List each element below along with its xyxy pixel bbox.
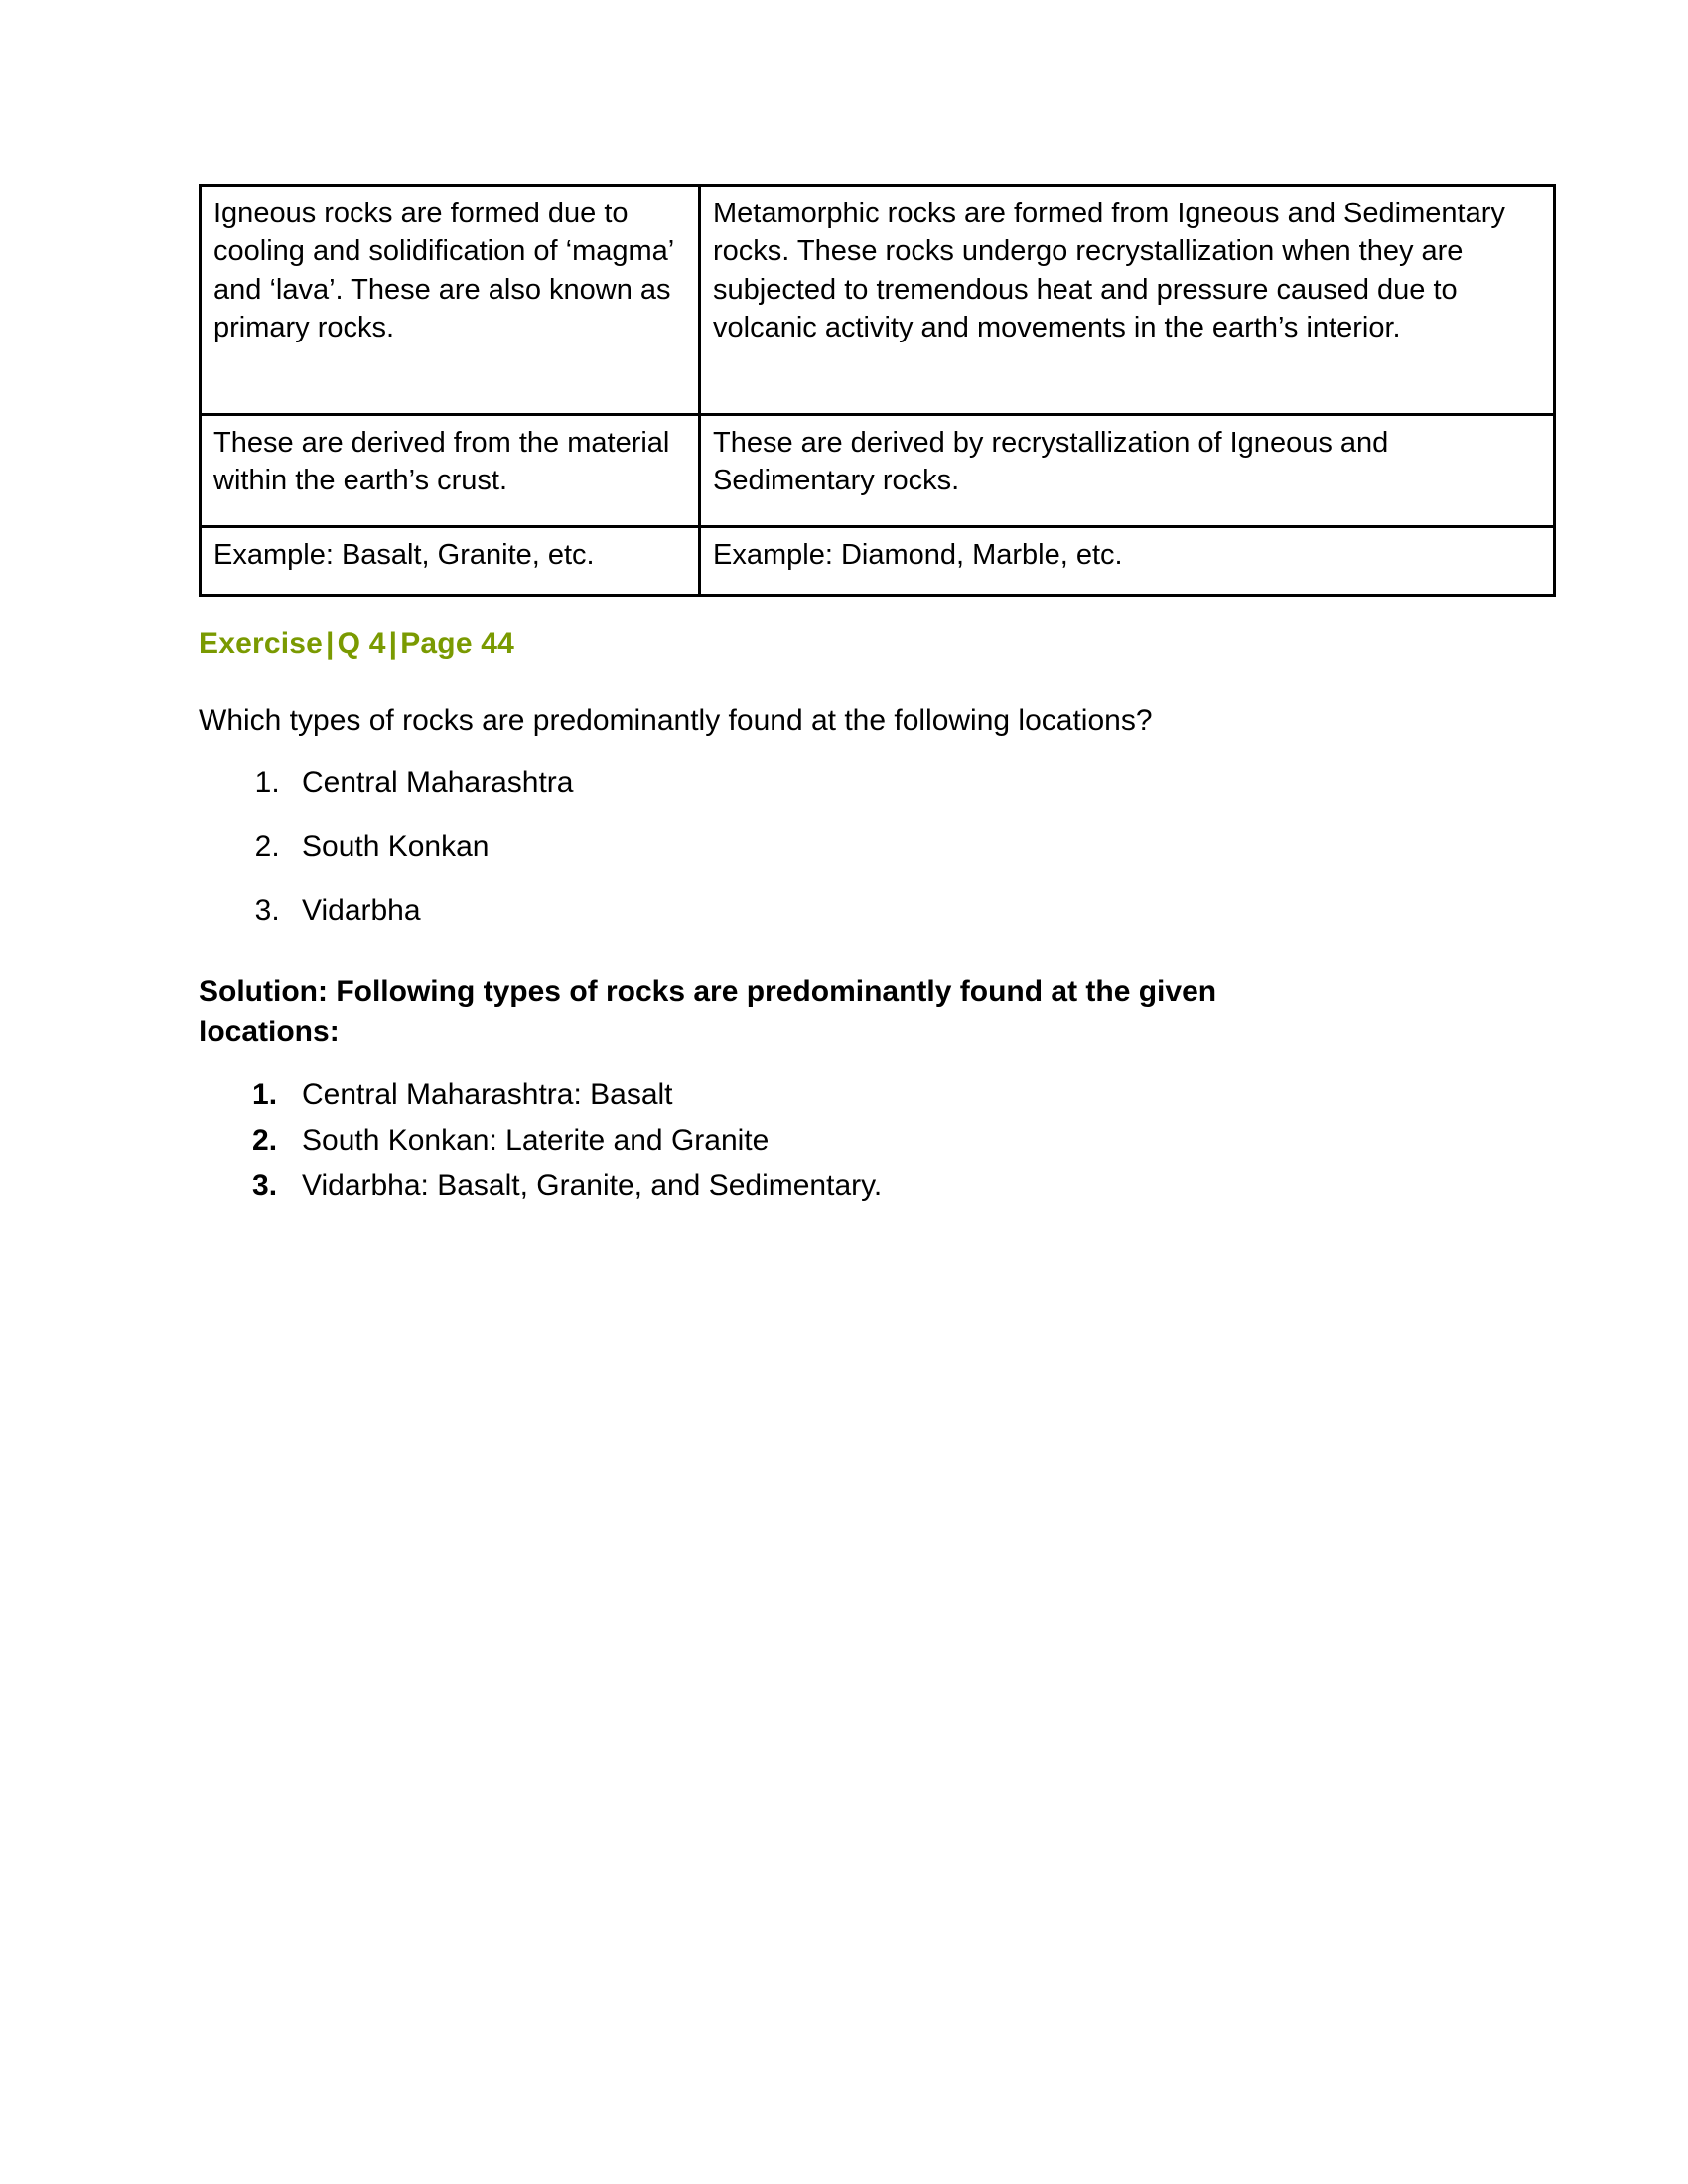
list-item: South Konkan: Laterite and Granite xyxy=(302,1123,770,1157)
table-row xyxy=(201,186,1555,415)
question-location-list xyxy=(199,763,1553,932)
table-row xyxy=(201,415,1555,527)
exercise-separator-2: | xyxy=(388,627,398,660)
table-row xyxy=(201,527,1555,596)
exercise-label: Exercise xyxy=(199,627,324,660)
solution-answer-list xyxy=(199,1075,1553,1207)
list-item: Vidarbha: Basalt, Granite, and Sedimentary. xyxy=(302,1169,883,1203)
list-item: 3. Vidarbha xyxy=(288,891,1553,932)
table-cell-metamorphic-example: Example: Diamond, Marble, etc. xyxy=(700,527,1555,596)
list-item: 2. South Konkan xyxy=(288,827,1553,868)
solution-label: Solution: xyxy=(199,975,328,1008)
list-item: 1. Central Maharashtra xyxy=(288,763,1553,804)
table-cell-igneous-origin: These are derived from the material within the earth’s crust. xyxy=(201,415,700,527)
exercise-question-number: Q 4 xyxy=(337,627,386,660)
exercise-separator-1: | xyxy=(326,627,335,660)
exercise-page-number: Page 44 xyxy=(400,627,515,660)
table-cell-igneous-example: Example: Basalt, Granite, etc. xyxy=(201,527,700,596)
list-item: Central Maharashtra: Basalt xyxy=(302,1077,673,1111)
exercise-heading xyxy=(199,624,1553,663)
question-prompt: Which types of rocks are predominantly found at the following locations? xyxy=(199,704,1153,737)
rock-comparison-table xyxy=(199,184,1556,597)
table-cell-metamorphic-origin: These are derived by recrystallization of Igneous and Sedimentary rocks. xyxy=(700,415,1555,527)
document-content xyxy=(199,184,1553,1212)
solution-heading xyxy=(199,971,1271,1053)
solution-intro-text: Following types of rocks are predominantly found at the given locations: xyxy=(199,975,1217,1049)
table-cell-igneous-description: Igneous rocks are formed due to cooling and solidification of ‘magma’ and ‘lava’. These are also known as primary rocks. xyxy=(201,186,700,415)
table-cell-metamorphic-description: Metamorphic rocks are formed from Igneous and Sedimentary rocks. These rocks undergo recrystallization when they are subjected to tremendous heat and pressure caused due to volcanic activity and movements in the earth’s interior. xyxy=(700,186,1555,415)
